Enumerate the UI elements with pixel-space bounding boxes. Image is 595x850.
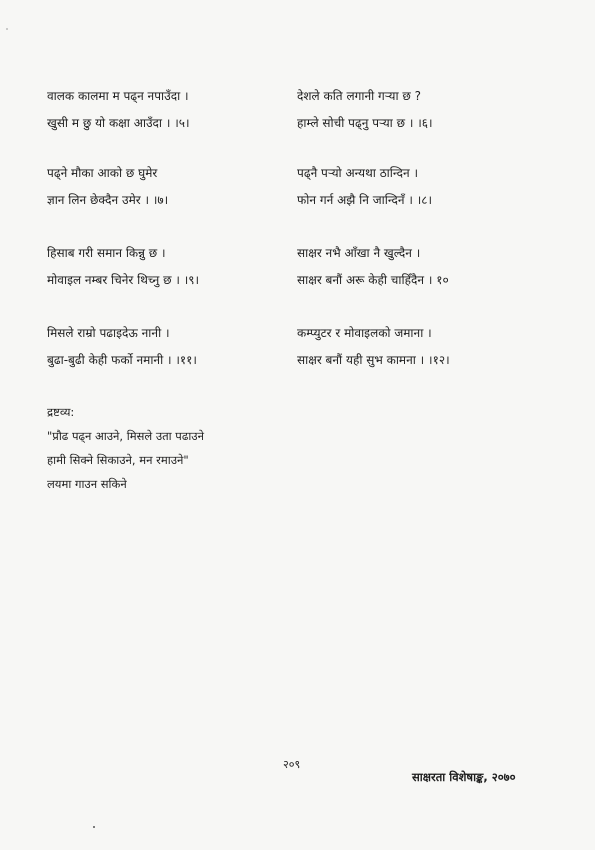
stanza-9	[47, 240, 199, 294]
verse-line: कम्प्युटर र मोवाइलको जमाना ।	[297, 326, 432, 340]
verse-line: पढ्ने मौका आको छ घुमेर	[47, 166, 158, 180]
scan-speck	[93, 826, 95, 828]
verse-line: ज्ञान लिन छेक्दैन उमेर । ।७।	[47, 193, 169, 207]
verse-line: वालक कालमा म पढ्न नपाउँदा ।	[47, 89, 189, 103]
verse-line: हिसाब गरी समान किन्नु छ ।	[47, 246, 166, 260]
note-line: "प्रौढ पढ्न आउने, मिसले उता पढाउने	[47, 429, 204, 443]
stanza-11	[47, 320, 197, 374]
verse-line: पढ्नै पऱ्यो अन्यथा ठान्दिन ।	[297, 166, 419, 180]
scan-speck	[6, 28, 8, 30]
verse-line: खुसी म छु यो कक्षा आउँदा । ।५।	[47, 116, 190, 130]
verse-line: साक्षर नभै आँखा नै खुल्दैन ।	[297, 246, 421, 260]
note-line: हामी सिक्ने सिकाउने, मन रमाउने"	[47, 453, 189, 467]
note-heading: द्रष्टव्य:	[47, 405, 75, 419]
footer-title: साक्षरता विशेषाङ्क, २०७०	[412, 770, 516, 784]
note-line: लयमा गाउन सकिने	[47, 477, 127, 491]
verse-line: फोन गर्न अझै नि जान्दिनँ । ।८।	[297, 193, 433, 207]
stanza-12	[297, 320, 450, 374]
stanza-8	[297, 160, 432, 214]
verse-line: हाम्ले सोची पढ्नु पऱ्या छ । ।६।	[297, 116, 433, 130]
stanza-5	[47, 83, 190, 137]
page-number: २०९	[283, 758, 301, 771]
verse-line: साक्षर बनौं अरू केही चाहिँदैन । १०	[297, 273, 449, 287]
verse-line: मिसले राम्रो पढाइदेऊ नानी ।	[47, 326, 170, 340]
stanza-10	[297, 240, 449, 294]
stanza-7	[47, 160, 168, 214]
verse-line: बुढा-बुढी केही फर्को नमानी । ।११।	[47, 353, 197, 367]
verse-line: देशले कति लगानी गऱ्या छ ?	[297, 89, 421, 103]
stanza-6	[297, 83, 433, 137]
verse-line: मोवाइल नम्बर चिनेर थिच्नु छ । ।९।	[47, 273, 200, 287]
note-block	[47, 400, 204, 496]
verse-line: साक्षर बनौं यही सुभ कामना । ।१२।	[297, 353, 450, 367]
